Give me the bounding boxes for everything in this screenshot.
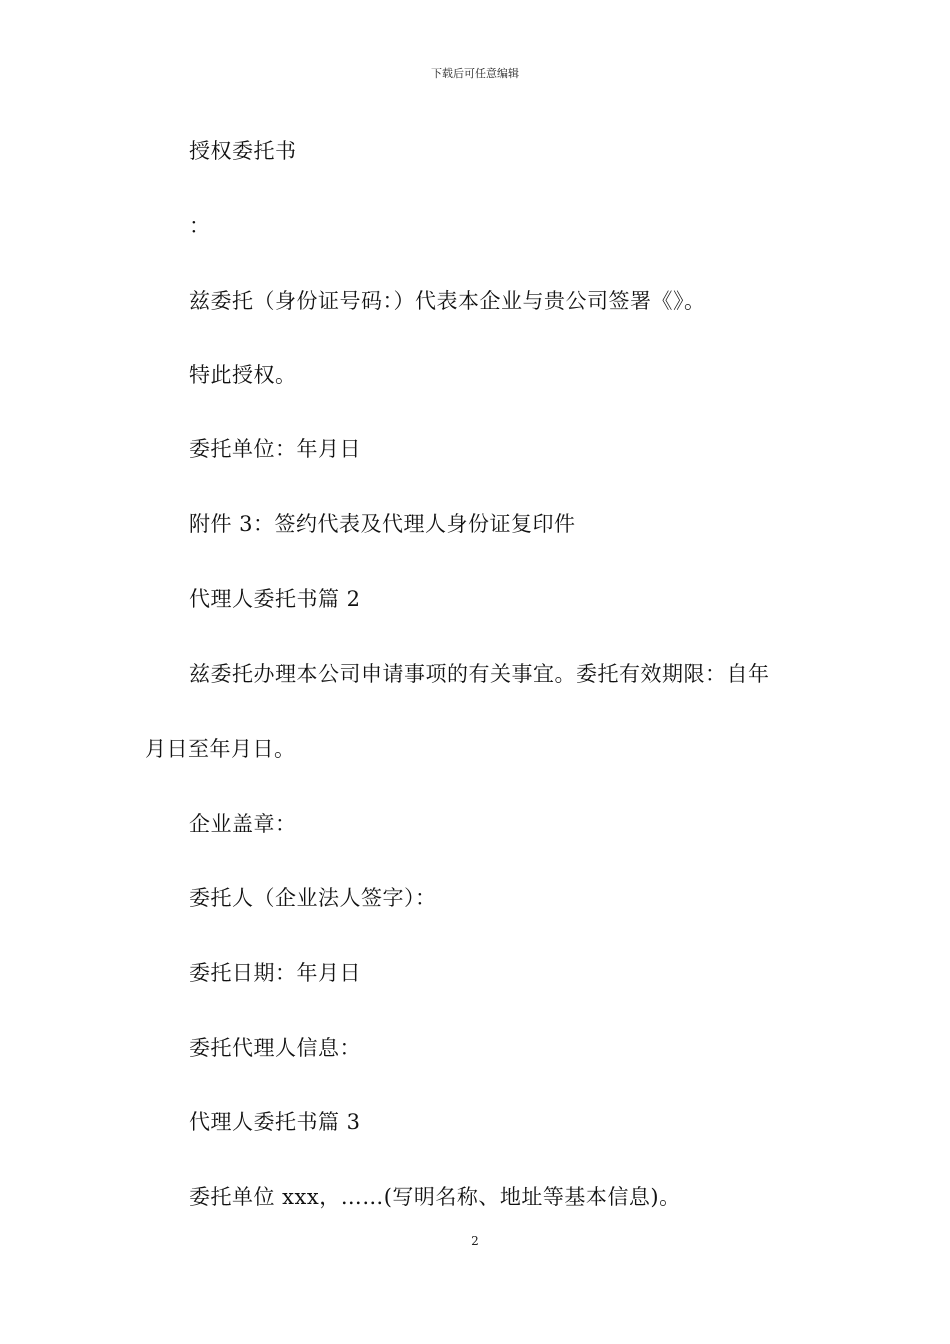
entrusting-unit-date: 委托单位：年月日 xyxy=(189,437,361,461)
page-header-note: 下载后可任意编辑 xyxy=(431,67,519,80)
section-2-body: 兹委托办理本公司申请事项的有关事宜。委托有效期限：自年 xyxy=(189,662,770,686)
entrust-date-line: 委托日期：年月日 xyxy=(189,961,361,985)
salutation-line: ： xyxy=(189,214,211,238)
document-title: 授权委托书 xyxy=(189,139,297,163)
page-number: 2 xyxy=(471,1234,479,1248)
principal-signature-line: 委托人（企业法人签字）： xyxy=(189,886,437,910)
company-seal-line: 企业盖章： xyxy=(189,812,297,836)
authorization-body: 兹委托（身份证号码：）代表本企业与贵公司签署《》。 xyxy=(189,289,706,313)
authorization-closing: 特此授权。 xyxy=(189,363,297,387)
agent-info-line: 委托代理人信息： xyxy=(189,1036,361,1060)
section-2-body-continued: 月日至年月日。 xyxy=(145,737,296,761)
section-heading-3: 代理人委托书篇 3 xyxy=(189,1110,361,1134)
attachment-note: 附件 3：签约代表及代理人身份证复印件 xyxy=(189,512,576,536)
section-3-body: 委托单位 xxx，……(写明名称、地址等基本信息)。 xyxy=(189,1185,681,1209)
section-heading-2: 代理人委托书篇 2 xyxy=(189,587,361,611)
